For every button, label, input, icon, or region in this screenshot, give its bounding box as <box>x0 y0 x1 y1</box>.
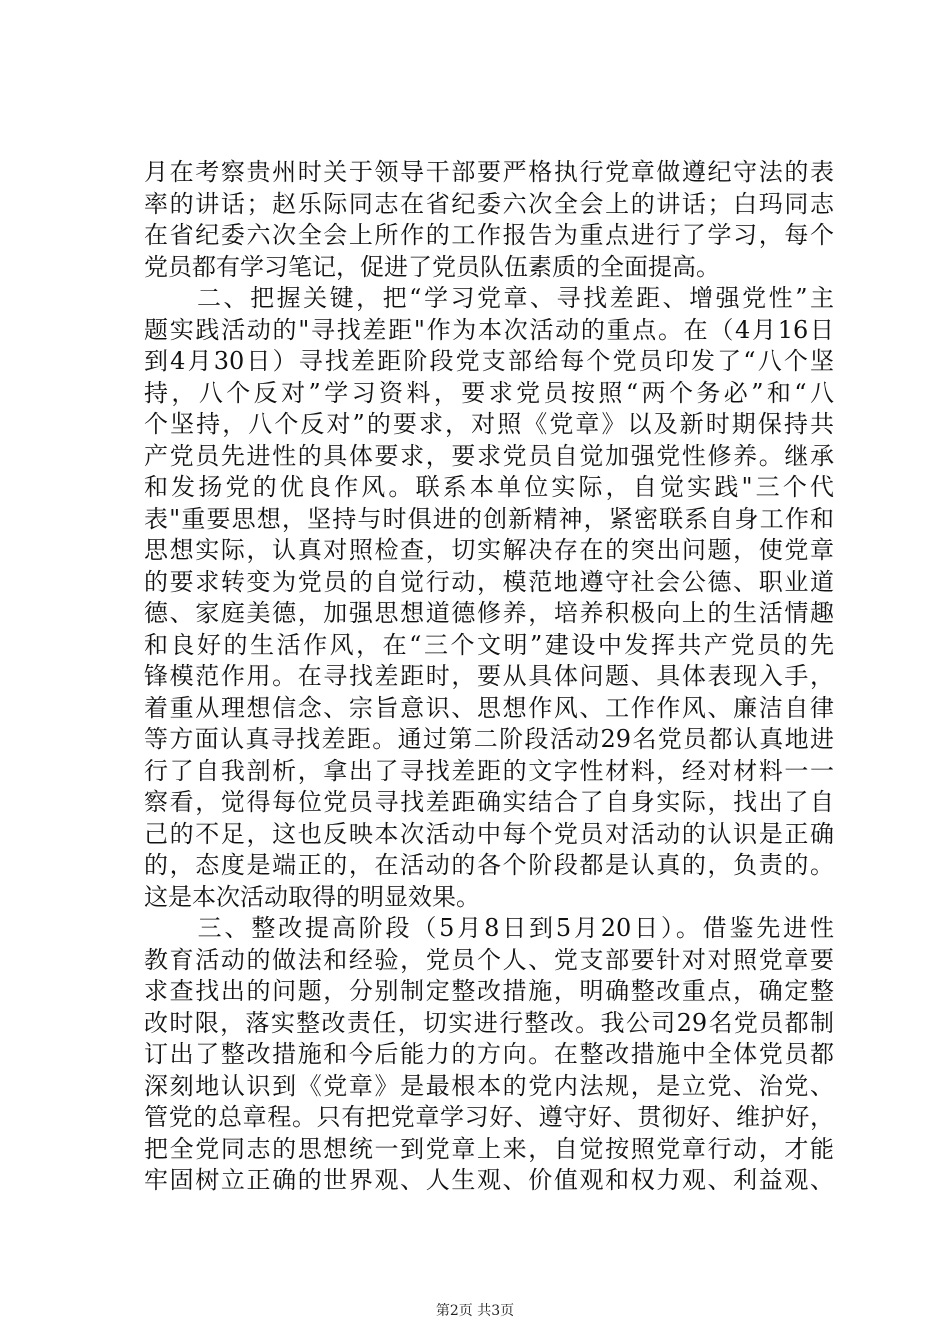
text-line: 行了自我剖析，拿出了寻找差距的文字性材料，经对材料一一 <box>144 756 834 785</box>
text-line: 思想实际，认真对照检查，切实解决存在的突出问题，使党章 <box>144 536 834 564</box>
text-line: 表"重要思想，坚持与时俱进的创新精神，紧密联系自身工作和 <box>144 504 834 533</box>
text-line: 和良好的生活作风，在“三个文明”建设中发挥共产党员的先 <box>144 630 834 659</box>
text-line: 锋模范作用。在寻找差距时，要从具体问题、具体表现入手， <box>144 662 834 690</box>
text-line: 察看，觉得每位党员寻找差距确实结合了自身实际，找出了自 <box>144 788 834 816</box>
text-line: 产党员先进性的具体要求，要求党员自觉加强党性修养。继承 <box>144 441 834 470</box>
text-line: 个坚持，八个反对”的要求，对照《党章》以及新时期保持共 <box>144 410 834 438</box>
text-line: 己的不足，这也反映本次活动中每个党员对活动的认识是正确 <box>144 819 834 848</box>
text-line: 持，八个反对”学习资料，要求党员按照“两个务必”和“八 <box>144 378 834 407</box>
text-line: 月在考察贵州时关于领导干部要严格执行党章做遵纪守法的表 <box>144 158 834 186</box>
text-line: 改时限，落实整改责任，切实进行整改。我公司29名党员都制 <box>144 1008 834 1037</box>
text-line: 题实践活动的"寻找差距"作为本次活动的重点。在（4月16日 <box>144 315 834 344</box>
text-line: 等方面认真寻找差距。通过第二阶段活动29名党员都认真地进 <box>144 725 834 753</box>
text-line: 率的讲话；赵乐际同志在省纪委六次全会上的讲话；白玛同志 <box>144 189 834 218</box>
text-line: 深刻地认识到《党章》是最根本的党内法规，是立党、治党、 <box>144 1071 834 1100</box>
text-line: 德、家庭美德，加强思想道德修养，培养积极向上的生活情趣 <box>144 599 834 627</box>
text-line: 这是本次活动取得的明显效果。 <box>144 882 480 911</box>
text-line: 和发扬党的优良作风。联系本单位实际，自觉实践"三个代 <box>144 473 834 501</box>
text-line: 订出了整改措施和今后能力的方向。在整改措施中全体党员都 <box>144 1040 834 1068</box>
text-line: 在省纪委六次全会上所作的工作报告为重点进行了学习，每个 <box>144 221 834 249</box>
text-line: 牢固树立正确的世界观、人生观、价值观和权力观、利益观、 <box>144 1166 834 1194</box>
text-line: 求查找出的问题，分别制定整改措施，明确整改重点，确定整 <box>144 977 834 1005</box>
text-line: 的，态度是端正的，在活动的各个阶段都是认真的，负责的。 <box>144 851 834 879</box>
text-line: 着重从理想信念、宗旨意识、思想作风、工作作风、廉洁自律 <box>144 693 834 722</box>
text-line: 管党的总章程。只有把党章学习好、遵守好、贯彻好、维护好， <box>144 1103 834 1131</box>
text-line: 教育活动的做法和经验，党员个人、党支部要针对对照党章要 <box>144 945 834 974</box>
text-line: 把全党同志的思想统一到党章上来，自觉按照党章行动，才能 <box>144 1134 834 1163</box>
text-line: 三、整改提高阶段（5月8日到5月20日）。借鉴先进性 <box>144 914 834 942</box>
body-text <box>144 157 834 1197</box>
text-line: 党员都有学习笔记，促进了党员队伍素质的全面提高。 <box>144 252 720 281</box>
page-number-label: 第2页 共3页 <box>435 1303 515 1319</box>
page-footer <box>0 1300 950 1320</box>
text-line: 的要求转变为党员的自觉行动，模范地遵守社会公德、职业道 <box>144 567 834 596</box>
text-line: 二、把握关键，把“学习党章、寻找差距、增强党性”主 <box>144 284 834 312</box>
text-line: 到4月30日）寻找差距阶段党支部给每个党员印发了“八个坚 <box>144 347 834 375</box>
